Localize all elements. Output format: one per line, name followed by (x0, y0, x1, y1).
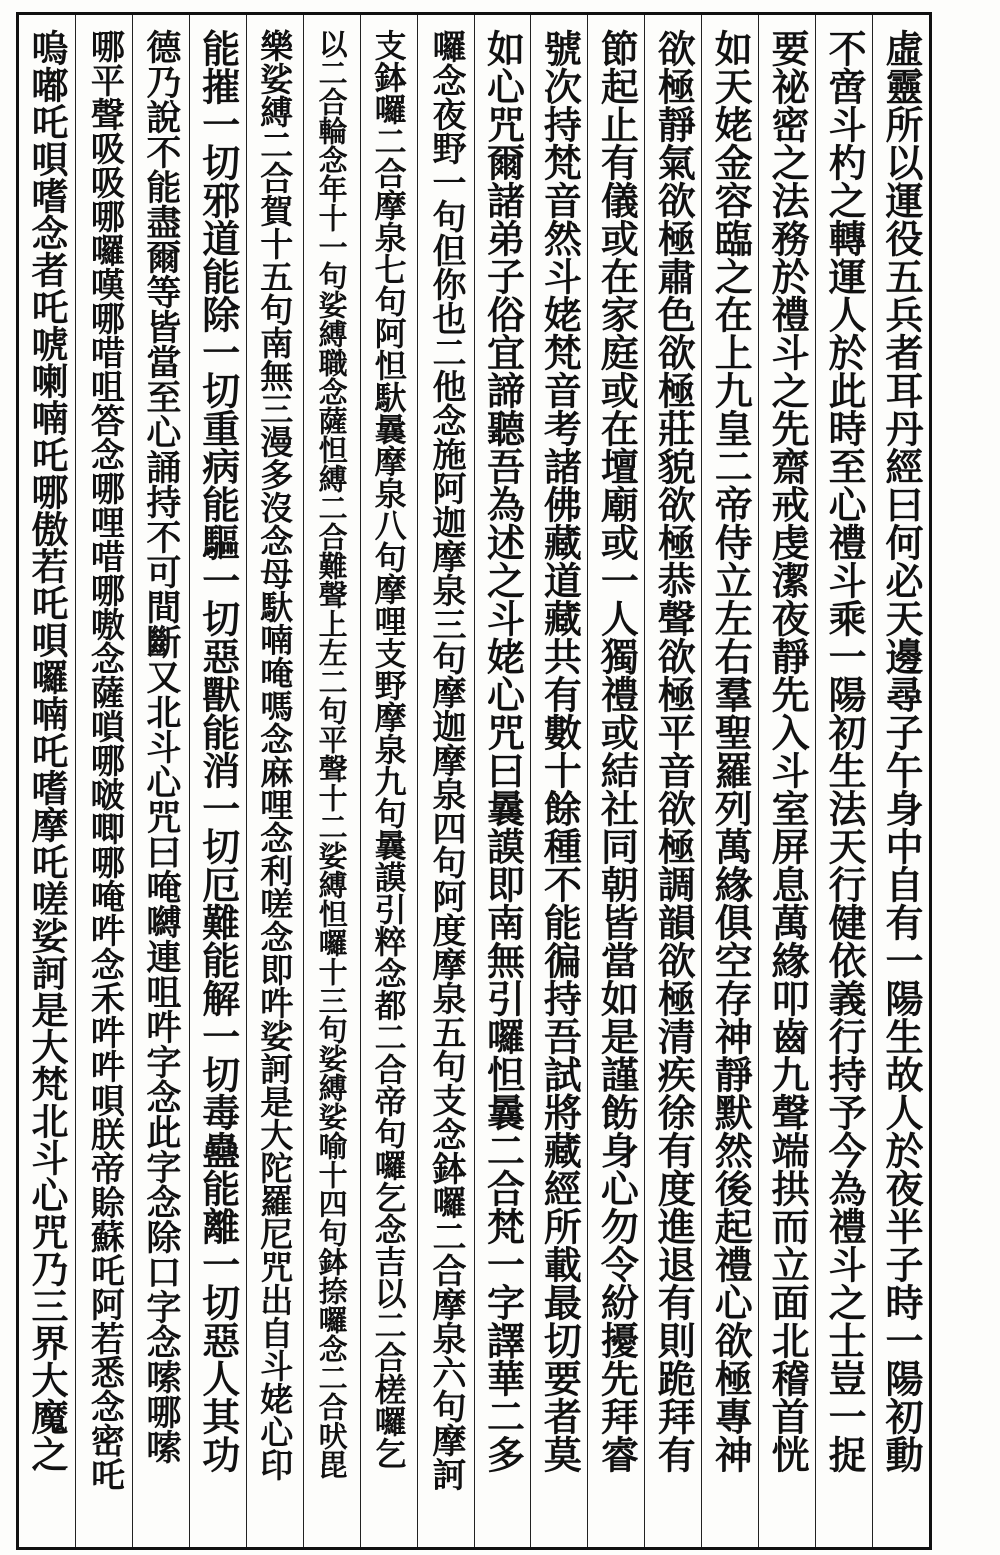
column-text: 號次持梵音然斗姥梵音考諸佛藏道藏共有數十餘種不能徧持吾試將藏經所載最切要者莫 (537, 29, 583, 1473)
column-text: 以二合輪念年十一句娑縛職念薩怛縛二合難聲上左二句平聲十二娑縛怛囉十三句娑縛娑喻十四句鉢捺囉念二合吠毘 (314, 29, 349, 1479)
text-column-16 (19, 15, 75, 1547)
text-column-15 (75, 15, 132, 1547)
column-text: 如心咒爾諸弟子俗宜諦聽吾為述之斗姥心咒曰曩謨即南無引囉怛曩二合梵一字譯華二多 (480, 29, 526, 1473)
column-text: 虛靈所以運役五兵者耳丹經曰何必天邊尋子午身中自有一陽生故人於夜半子時一陽初動 (879, 29, 925, 1473)
text-column-4 (701, 15, 758, 1547)
column-text: 嗚嘟吒唄嗜念者吒唬喇喃吒哪傲若吒唄囉喃吒嗜摩吒嗟娑訶是大梵北斗心咒乃三界大魔之 (24, 29, 69, 1472)
column-text: 支鉢囉二合摩泉七句阿怛馱曩摩泉八句摩哩支野摩泉九句曩謨引粹念都二合帝句囉乞念吉以二合槎囉乞 (369, 29, 408, 1469)
text-column-11 (303, 15, 360, 1547)
text-column-2 (815, 15, 872, 1547)
page-frame (16, 12, 932, 1550)
text-column-5 (644, 15, 701, 1547)
column-text: 節起止有儀或在家庭或在壇廟或一人獨禮或結社同朝皆當如是謹飭身心勿令紛擾先拜睿 (594, 29, 640, 1473)
text-column-7 (530, 15, 587, 1547)
column-text: 德乃說不能盡爾等皆當至心誦持不可間斷又北斗心咒曰唵嚩連咀吽字念此字念除口字念嗦哪嗦 (140, 29, 182, 1464)
text-column-3 (758, 15, 815, 1547)
text-column-9 (417, 15, 474, 1547)
column-text: 囉念夜野一句但你也二他念施阿迦摩泉三句摩迦摩泉四句阿度摩泉五句支念鉢囉二合摩泉六句摩訶 (426, 29, 467, 1491)
column-text: 能摧一切邪道能除一切重病能驅一切惡獸能消一切厄難能解一切毒蠱能離一切惡人其功 (195, 29, 241, 1473)
column-text: 樂娑縛二合賀十五句南無三漫多沒念母馱喃唵嗎念麻哩念利嗟念即吽娑訶是大陀羅尼咒出自斗姥心印 (255, 29, 295, 1481)
column-text: 哪平聲吸吸哪囉嘆哪唶咀答念哪哩唶哪嗷念薩嗩哪啵唧哪唵吽念禾吽吽唄朕帝賒蘇吒阿若悉念密吒 (84, 29, 125, 1491)
column-text: 不啻斗杓之轉運人於此時至心禮斗乘一陽初生法天行健依義行持予今為禮斗之士豈一捉 (822, 29, 868, 1473)
text-columns (19, 15, 929, 1547)
column-text: 要祕密之法務於禮斗之先齋戒虔潔夜靜先入斗室屏息萬緣叩齒九聲端拱而立面北稽首恍 (765, 29, 811, 1473)
text-column-10 (360, 15, 417, 1547)
text-column-6 (587, 15, 644, 1547)
text-column-13 (189, 15, 246, 1547)
text-column-1 (872, 15, 929, 1547)
column-text: 如天姥金容臨之在上九皇二帝侍立左右羣聖羅列萬緣俱空存神靜默然後起禮心欲極專神 (708, 29, 754, 1473)
column-text: 欲極靜氣欲極肅色欲極莊貌欲極恭聲欲極平音欲極調韻欲極清疾徐有度進退有則跪拜有 (651, 29, 697, 1473)
text-column-12 (246, 15, 303, 1547)
text-column-8 (474, 15, 531, 1547)
text-column-14 (132, 15, 189, 1547)
